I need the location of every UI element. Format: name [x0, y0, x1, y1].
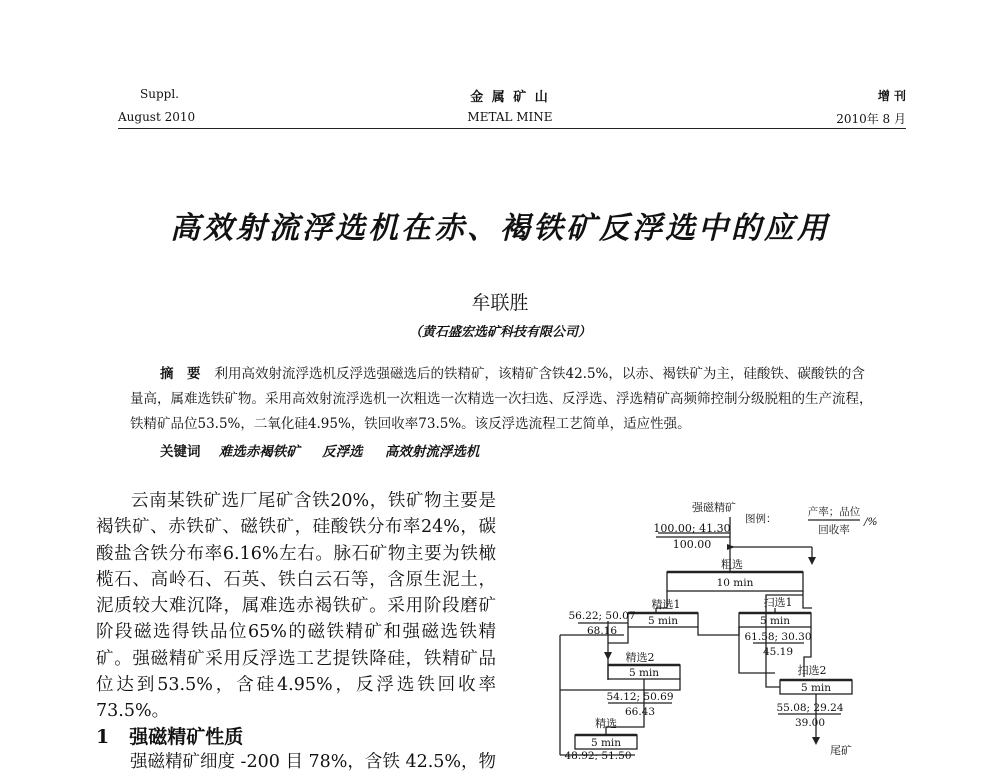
feed-recovery: 100.00: [672, 538, 712, 551]
author-name: 牟联胜: [471, 292, 529, 314]
keywords-label: 关键词: [160, 444, 201, 460]
abstract-label: 摘 要: [160, 366, 201, 382]
legend-yield-grade: 产率；品位: [807, 506, 861, 518]
scavenger2-label: 扫选2: [797, 664, 827, 677]
header-date-en: August 2010: [118, 110, 196, 124]
header-journal-en: METAL MINE: [467, 110, 553, 124]
cleaner2-recovery: 66.43: [624, 706, 656, 718]
section-title: 强磁精矿性质: [129, 726, 244, 748]
section-heading: [96, 722, 263, 749]
scavenger1-yield-grade: 61.58; 30.30: [744, 631, 812, 643]
header-suppl: Suppl.: [140, 87, 179, 101]
abstract-text: 利用高效射流浮选机反浮选强磁选后的铁精矿，该精矿含铁42.5%，以赤、褐铁矿为主，硅酸铁、碳酸铁的含量高，属难选铁矿物。采用高效射流浮选机一次粗选一次精选一次扫选、反浮选、浮选精矿高频筛控制分级脱粗的生产流程，铁精矿品位53.5%，二氧化硅4.95%，铁回收率73.5%。该反浮选流程工艺简单，适应性强。: [130, 366, 873, 432]
scavenger1-recovery: 45.19: [762, 646, 794, 658]
legend-prefix: 图例：: [745, 513, 777, 525]
feed-label: 强磁精矿: [692, 501, 736, 514]
header-journal-cn: 金 属 矿 山: [470, 90, 550, 105]
scavenger1-label: 扫选1: [763, 596, 793, 609]
header-date-cn: 2010年 8 月: [836, 112, 906, 126]
header-supplement-cn: 增 刊: [877, 89, 906, 103]
keyword-item: 反浮选: [322, 444, 363, 460]
body-paragraph: [96, 488, 496, 725]
final-concentrate-yield-grade: 48.92; 51.50: [564, 750, 632, 760]
legend-unit: /%: [864, 516, 878, 528]
body-cut-line: 强磁精矿细度 -200 目 78%，含铁 42.5%，物: [130, 752, 497, 772]
cleaner2-label: 精选2: [625, 651, 655, 664]
cleaner2-yield-grade: 54.12; 50.69: [606, 691, 674, 703]
paper-title: 高效射流浮选机在赤、褐铁矿反浮选中的应用: [170, 211, 830, 246]
legend-recovery: 回收率: [818, 524, 850, 536]
scavenger2-recovery: 39.00: [794, 717, 826, 729]
rougher-time: 10 min: [716, 577, 754, 589]
keyword-item: 难选赤褐铁矿: [218, 444, 300, 460]
keyword-item: 高效射流浮选机: [384, 444, 480, 460]
intro-paragraph: 云南某铁矿选厂尾矿含铁20%，铁矿物主要是褐铁矿、赤铁矿、磁铁矿，硅酸铁分布率24%，碳酸盐含铁分布率6.16%左右。脉石矿物主要为铁橄榄石、高岭石、石英、铁白云石等，含原生泥土，泥质较大难沉降，属难选赤褐铁矿。采用阶段磨矿阶段磁选得铁品位65%的磁铁精矿和强磁选铁精矿。强磁精矿采用反浮选工艺提铁降硅，铁精矿品位达到53.5%，含硅4.95%，反浮选铁回收率73.5%。: [96, 491, 496, 722]
cleaner1-time: 5 min: [647, 615, 679, 627]
author-affiliation: （黄石盛宏选矿科技有限公司）: [408, 325, 591, 340]
flotation-flowchart: [540, 495, 900, 760]
cleaner1-label: 精选1: [651, 598, 681, 611]
scavenger1-time: 5 min: [759, 615, 791, 627]
header-rule: [118, 128, 906, 129]
keywords: [160, 440, 497, 460]
abstract: [130, 362, 875, 437]
rougher-label: 粗选: [721, 558, 743, 571]
final-cleaner-label: 精选: [595, 717, 617, 730]
cleaner1-recovery: 68.16: [586, 625, 618, 637]
cleaner1-yield-grade: 56.22; 50.07: [568, 610, 636, 622]
tailings-label: 尾矿: [830, 744, 852, 757]
cleaner2-time: 5 min: [628, 667, 660, 679]
scavenger2-yield-grade: 55.08; 29.24: [776, 702, 844, 714]
final-cleaner-time: 5 min: [590, 737, 622, 749]
section-number: 1: [96, 726, 110, 748]
feed-yield-grade: 100.00; 41.30: [653, 522, 731, 535]
scavenger2-time: 5 min: [800, 682, 832, 694]
